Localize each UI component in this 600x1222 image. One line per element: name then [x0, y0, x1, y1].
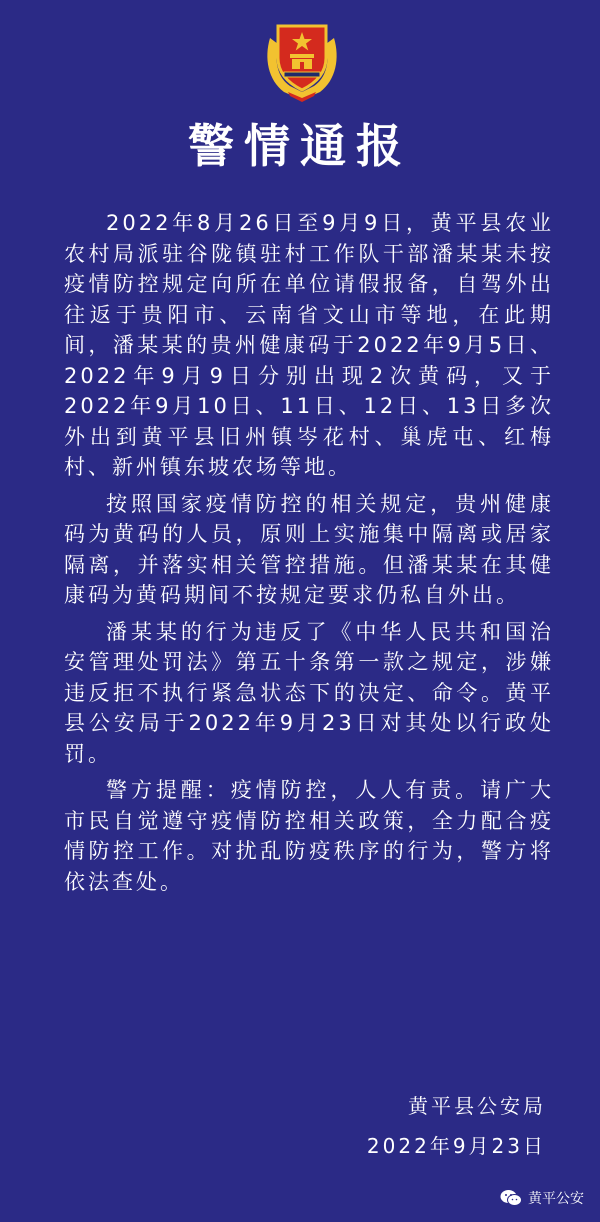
- signature-block: [367, 1086, 546, 1166]
- signature-date: 2022年9月23日: [366, 1134, 546, 1158]
- signature-org: 黄平县公安局: [408, 1094, 546, 1118]
- watermark-label: 黄平公安: [528, 1191, 584, 1207]
- notice-title: 警情通报: [188, 119, 412, 173]
- notice-paragraph: 2022年8月26日至9月9日，黄平县农业农村局派驻谷陇镇驻村工作队干部潘某某未按疫情防控规定向所在单位请假报备，自驾外出往返于贵阳市、云南省文山市等地，在此期间，潘某某的贵州健康码于2022年9月5日、2022年9月9日分别出现2次黄码，又于2022年9月10日、11日、12日、13日多次外出到黄平县旧州镇岑花村、巢虎屯、红梅村、新州镇东坡农场等地。: [64, 211, 554, 479]
- notice-paragraph: 警方提醒：疫情防控，人人有责。请广大市民自觉遵守疫情防控相关政策，全力配合疫情防控工作。对扰乱防疫秩序的行为，警方将依法查处。: [64, 778, 554, 894]
- police-emblem-icon: [262, 18, 342, 102]
- source-watermark: [500, 1188, 584, 1208]
- notice-body: [64, 208, 554, 903]
- notice-paragraph: 潘某某的行为违反了《中华人民共和国治安管理处罚法》第五十条第一款之规定，涉嫌违反拒不执行紧急状态下的决定、命令。黄平县公安局于2022年9月23日对其处以行政处罚。: [64, 619, 554, 766]
- notice-paragraph: 按照国家疫情防控的相关规定，贵州健康码为黄码的人员，原则上实施集中隔离或居家隔离，并落实相关管控措施。但潘某某在其健康码为黄码期间不按规定要求仍私自外出。: [64, 491, 554, 607]
- wechat-icon: [500, 1189, 522, 1207]
